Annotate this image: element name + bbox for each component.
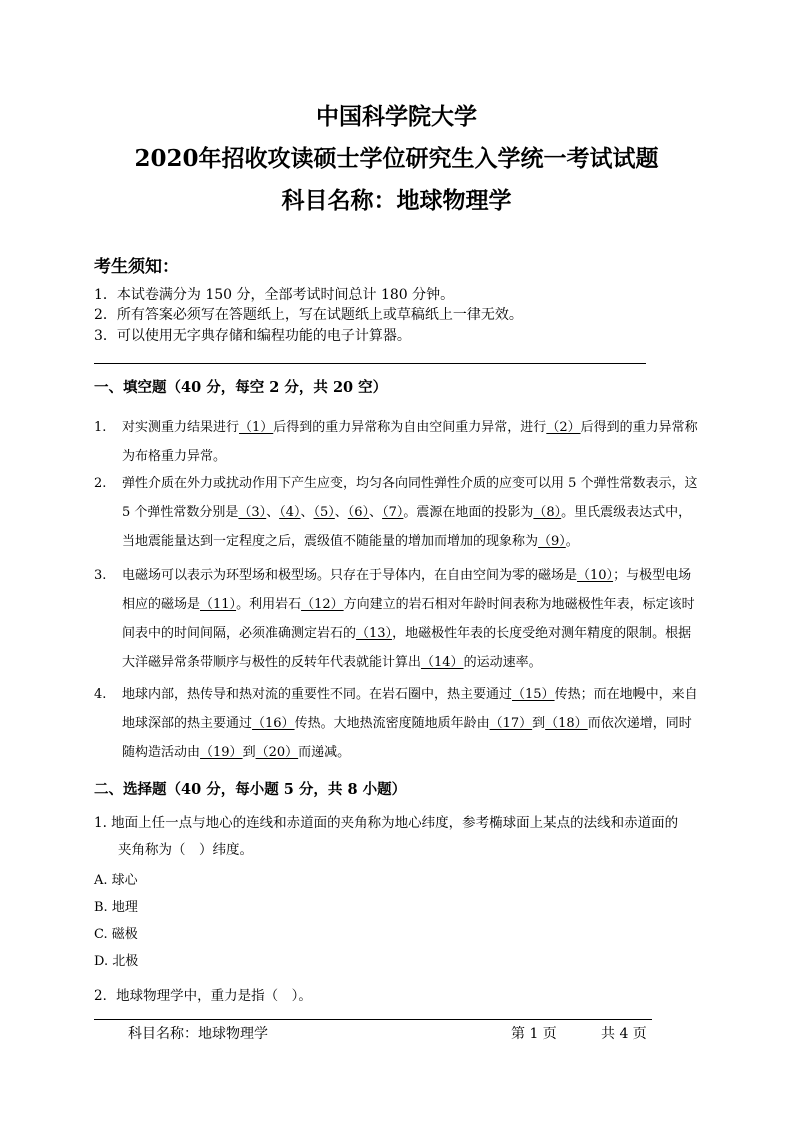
option-b: B. 地理 xyxy=(94,900,138,915)
question-text: 地球内部，热传导和热对流的重要性不同。在岩石圈中，热主要通过（15）传热；而在地幔中，来自地球深部的热主要通过（16）传热。大地热流密度随地质年龄由（17）到（18）而依次递增，同时随构造活动由（19）到（20）而递减。 xyxy=(122,687,698,760)
mc-question-2: 2．地球物理学中，重力是指（ ）。 xyxy=(94,988,312,1004)
notice-item-2: 2．所有答案必须写在答题纸上，写在试题纸上或草稿纸上一律无效。 xyxy=(94,307,523,323)
footer-page-number: 第 1 页 xyxy=(511,1026,557,1042)
blank-15: （15） xyxy=(512,687,555,702)
option-a: A. 球心 xyxy=(94,873,138,888)
blank-3: （3） xyxy=(238,505,267,520)
fill-question-1 xyxy=(94,413,700,471)
question-text: 对实测重力结果进行（1）后得到的重力异常称为自由空间重力异常，进行（2）后得到的重力异常称为布格重力异常。 xyxy=(122,420,698,464)
option-c: C. 磁极 xyxy=(94,927,138,942)
mc-question-1-line-2: 夹角称为（ ）纬度。 xyxy=(118,842,253,858)
blank-10: （10） xyxy=(577,568,614,583)
blank-19: （19） xyxy=(200,745,243,760)
footer-subject: 科目名称：地球物理学 xyxy=(128,1026,268,1042)
notice-heading: 考生须知： xyxy=(94,257,179,277)
mc-question-1-line-1: 1. 地面上任一点与地心的连线和赤道面的夹角称为地心纬度，参考椭球面上某点的法线和赤道面的 xyxy=(94,815,679,831)
blank-9: （9） xyxy=(538,534,566,549)
question-text: 弹性介质在外力或扰动作用下产生应变，均匀各向同性弹性介质的应变可以用 5 个弹性常数表示，这 5 个弹性常数分别是（3）、（4）、（5）、（6）、（7）。震源在地面的投影为（8）。里氏震级表达式中，当地震能量达到一定程度之后，震级值不随能量的增加而增加的现象称为（9）。 xyxy=(122,476,698,549)
blank-7: （7） xyxy=(382,505,404,520)
notice-item-3: 3．可以使用无字典存储和编程功能的电子计算器。 xyxy=(94,328,411,344)
question-number: 1. xyxy=(94,420,107,435)
blank-13: （13） xyxy=(356,626,393,641)
blank-6: （6） xyxy=(347,505,370,520)
notice-item-1: 1．本试卷满分为 150 分，全部考试时间总计 180 分钟。 xyxy=(94,287,455,303)
divider-top xyxy=(94,363,646,364)
blank-1: （1） xyxy=(239,420,274,435)
blank-11: （11） xyxy=(200,597,237,612)
blank-2: （2） xyxy=(546,420,581,435)
option-d: D. 北极 xyxy=(94,954,139,969)
question-number: 4. xyxy=(94,687,107,702)
footer-total-pages: 共 4 页 xyxy=(601,1026,647,1042)
fill-question-4 xyxy=(94,680,700,767)
section-fill-blank-title: 一、填空题（40 分，每空 2 分，共 20 空） xyxy=(94,379,388,396)
blank-16: （16） xyxy=(252,716,295,731)
section-multiple-choice-title: 二、选择题（40 分，每小题 5 分，共 8 小题） xyxy=(94,781,407,798)
blank-8: （8） xyxy=(533,505,562,520)
question-text: 电磁场可以表示为环型场和极型场。只存在于导体内，在自由空间为零的磁场是（10）；与极型电场相应的磁场是（11）。利用岩石（12）方向建立的岩石相对年龄时间表称为地磁极性年表，标定该时间表中的时间间隔，必须准确测定岩石的（13），地磁极性年表的长度受绝对测年精度的限制。根据大洋磁异常条带顺序与极性的反转年代表就能计算出（14）的运动速率。 xyxy=(122,568,695,670)
question-number: 2. xyxy=(94,476,107,491)
fill-question-3 xyxy=(94,561,700,677)
subject-title: 科目名称：地球物理学 xyxy=(281,187,512,214)
blank-14: （14） xyxy=(421,655,464,670)
blank-4: （4） xyxy=(279,505,301,520)
blank-12: （12） xyxy=(301,597,344,612)
exam-title: 2020年招收攻读硕士学位研究生入学统一考试试题 xyxy=(134,145,659,172)
blank-20: （20） xyxy=(255,745,299,760)
divider-bottom xyxy=(94,1019,652,1020)
question-number: 3. xyxy=(94,568,107,583)
university-title: 中国科学院大学 xyxy=(316,103,477,130)
blank-5: （5） xyxy=(313,505,335,520)
fill-question-2 xyxy=(94,469,700,556)
blank-18: （18） xyxy=(545,716,588,731)
blank-17: （17） xyxy=(489,716,533,731)
